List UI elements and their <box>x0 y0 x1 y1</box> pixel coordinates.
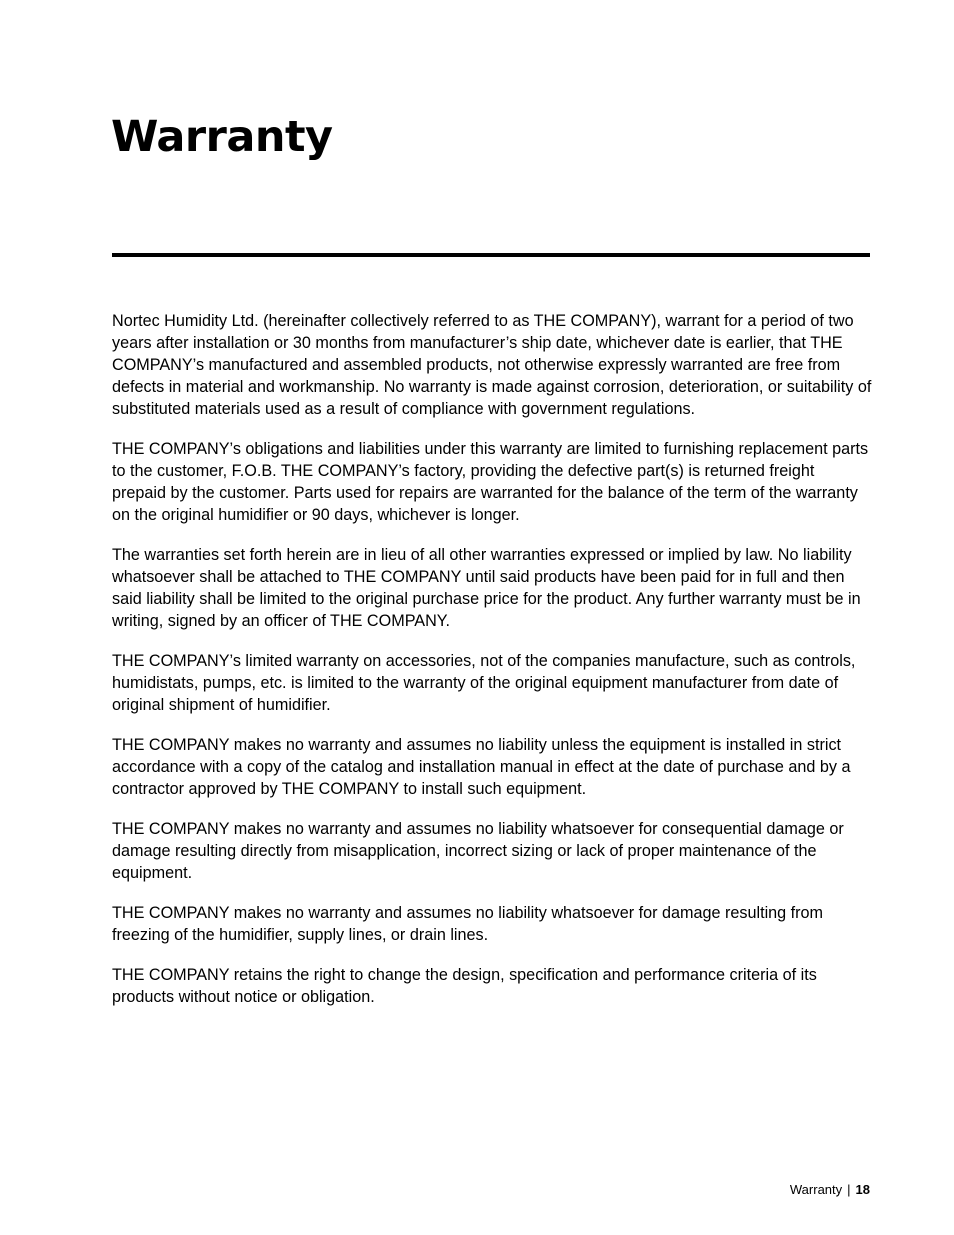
page-footer <box>790 1181 870 1199</box>
footer-separator: | <box>847 1182 851 1197</box>
paragraph: THE COMPANY retains the right to change the design, specification and performance criteria of its products without notice or obligation. <box>112 966 817 1006</box>
paragraph: THE COMPANY makes no warranty and assumes no liability unless the equipment is installed in strict accordance with a copy of the catalog and installation manual in effect at the date of purchase and by a contractor approved by THE COMPANY to install such equipment. <box>112 736 851 798</box>
page-number: 18 <box>855 1182 870 1197</box>
paragraph: Nortec Humidity Ltd. (hereinafter collectively referred to as THE COMPANY), warrant for a period of two years after installation or 30 months from manufacturer’s ship date, whichever date is earlier, that THE COMPANY’s manufactured and assembled products, not otherwise expressly warranted are free from defects in material and workmanship. No warranty is made against corrosion, deterioration, or suitability of substituted materials used as a result of compliance with government regulations. <box>112 312 872 418</box>
footer-section-label: Warranty <box>789 1182 843 1197</box>
page-title: Warranty <box>111 112 333 162</box>
paragraph: THE COMPANY’s obligations and liabilities under this warranty are limited to furnishing replacement parts to the customer, F.O.B. THE COMPANY’s factory, providing the defective part(s) is returned freight prepaid by the customer. Parts used for repairs are warranted for the balance of the term of the warranty on the original humidifier or 90 days, whichever is longer. <box>112 440 869 524</box>
paragraph: The warranties set forth herein are in lieu of all other warranties expressed or implied by law. No liability whatsoever shall be attached to THE COMPANY until said products have been paid for in full and then said liability shall be limited to the original purchase price for the product. Any further warranty must be in writing, signed by an officer of THE COMPANY. <box>112 546 861 630</box>
paragraph: THE COMPANY makes no warranty and assumes no liability whatsoever for consequential damage or damage resulting directly from misapplication, incorrect sizing or lack of proper maintenance of the equipment. <box>112 820 844 882</box>
warranty-body <box>112 310 872 1026</box>
title-divider <box>112 253 870 257</box>
paragraph: THE COMPANY’s limited warranty on accessories, not of the companies manufacture, such as controls, humidistats, pumps, etc. is limited to the warranty of the original equipment manufacturer from date of original shipment of humidifier. <box>112 652 856 714</box>
paragraph: THE COMPANY makes no warranty and assumes no liability whatsoever for damage resulting from freezing of the humidifier, supply lines, or drain lines. <box>112 904 824 944</box>
